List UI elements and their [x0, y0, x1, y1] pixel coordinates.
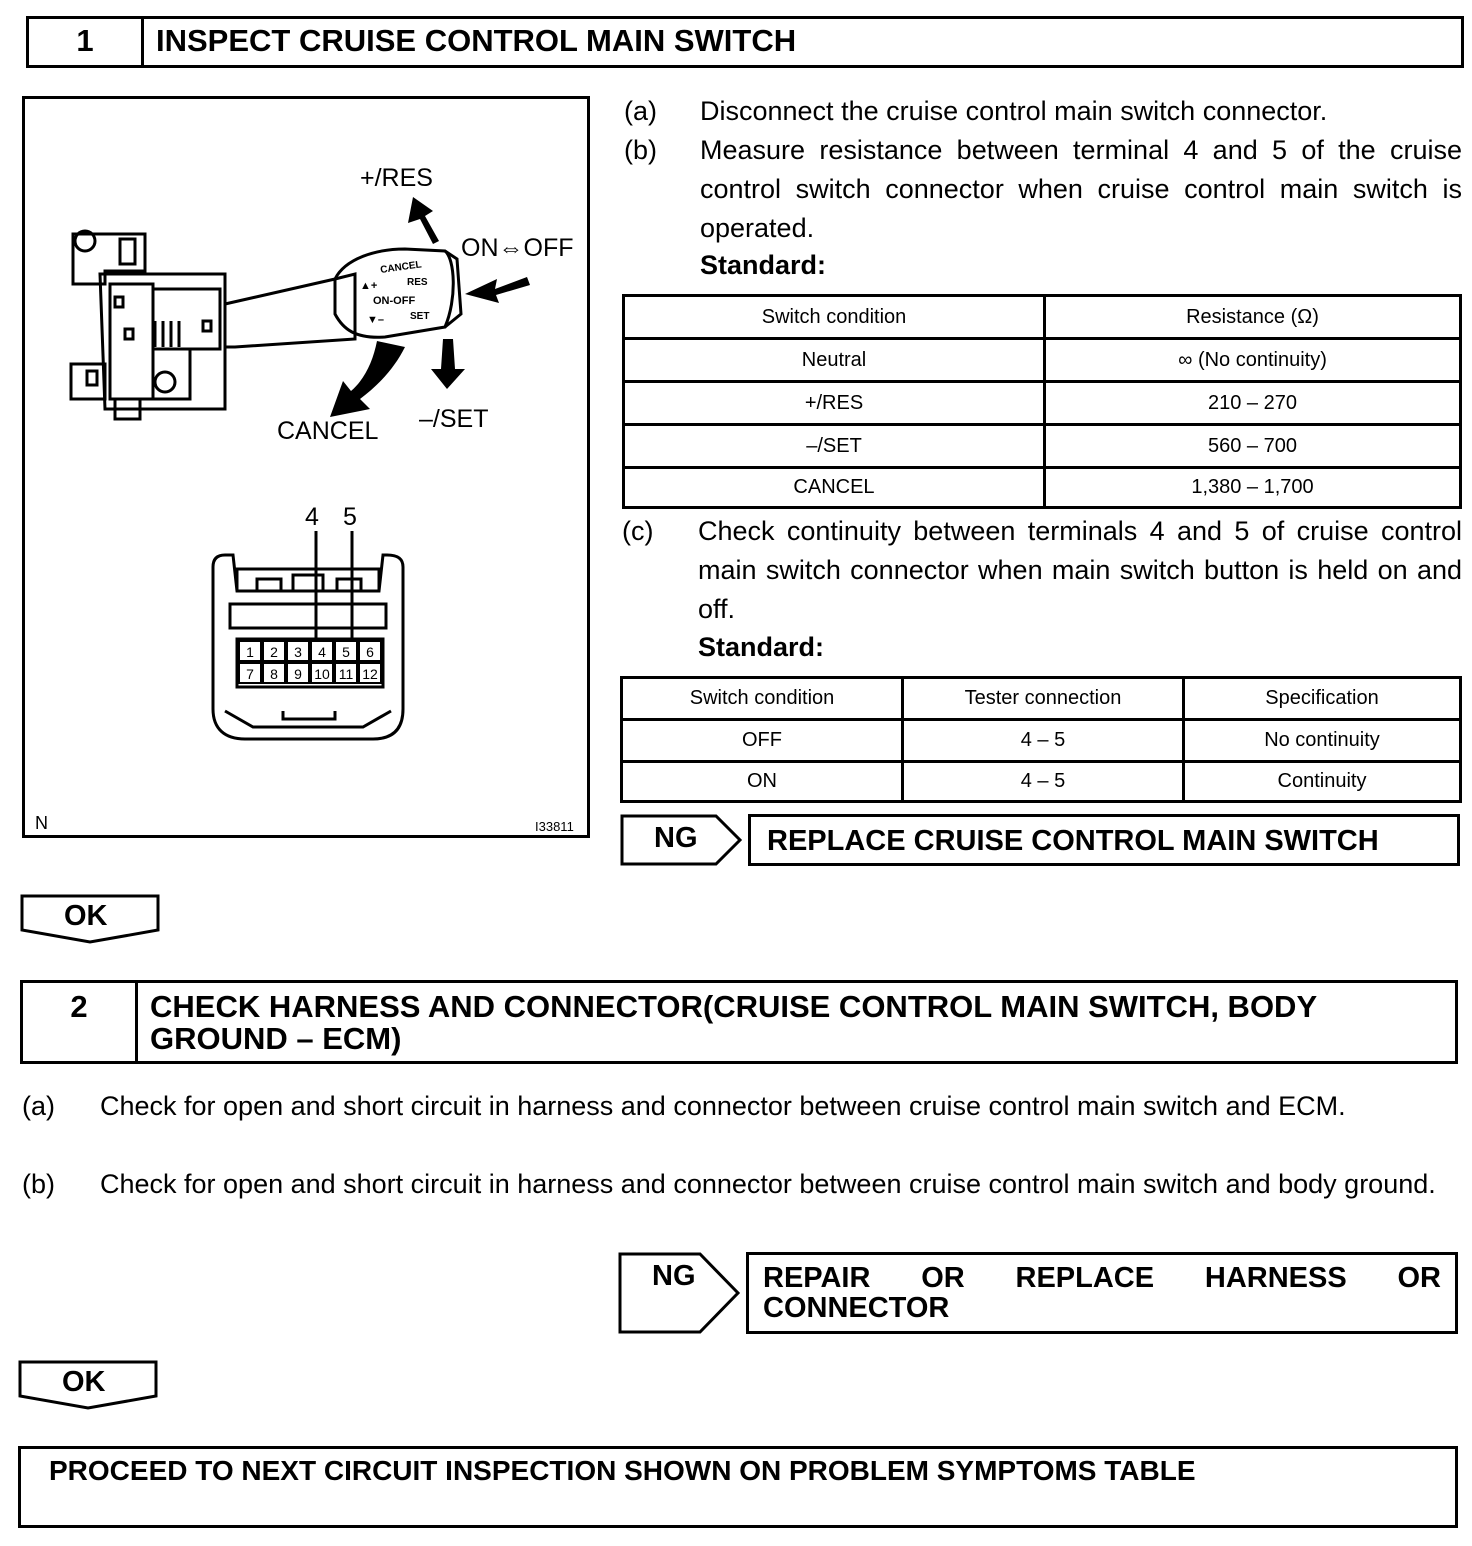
item-label: (b)	[624, 135, 657, 165]
item-text: Check for open and short circuit in harness and connector between cruise control main switch and ECM.	[100, 1091, 1346, 1121]
ng-result-text: REPLACE CRUISE CONTROL MAIN SWITCH	[767, 825, 1379, 857]
corner-label: N	[35, 813, 48, 833]
table-row	[624, 382, 1461, 425]
ng-arrow-1	[620, 814, 744, 866]
ok-label: OK	[62, 1366, 106, 1398]
table-cell: ∞ (No continuity)	[1045, 339, 1461, 382]
figure-id: I33811	[535, 819, 574, 834]
table-row	[622, 762, 1461, 802]
table-cell: 560 – 700	[1045, 425, 1461, 468]
table-cell: 4 – 5	[903, 762, 1184, 802]
onoff-label: ON⇔OFF	[461, 234, 574, 262]
step1-item-c	[622, 512, 1464, 632]
table-row	[622, 720, 1461, 762]
continuity-table	[620, 676, 1462, 803]
connector-pin-label: 4	[318, 644, 326, 660]
step1-number: 1	[29, 19, 144, 65]
table-header: Specification	[1184, 678, 1461, 720]
connector-pin-label: 12	[362, 666, 378, 682]
table-cell: Continuity	[1184, 762, 1461, 802]
connector-pin-label: 3	[294, 644, 302, 660]
step1-header	[26, 16, 1464, 68]
item-text: Check for open and short circuit in harness and connector between cruise control main switch and body ground.	[100, 1169, 1436, 1199]
table-cell: No continuity	[1184, 720, 1461, 762]
step2-title-line1: CHECK HARNESS AND CONNECTOR(CRUISE CONTROL MAIN SWITCH, BODY	[150, 989, 1318, 1024]
standard-label-2: Standard:	[698, 632, 825, 662]
ok-label: OK	[64, 900, 108, 932]
connector-pin-label: 11	[338, 666, 354, 682]
connector-pin-label: 7	[246, 666, 254, 682]
step2-title	[138, 983, 1317, 1061]
item-label: (a)	[22, 1091, 55, 1121]
table-header: Switch condition	[624, 296, 1045, 339]
table-cell: 1,380 – 1,700	[1045, 468, 1461, 508]
ng-arrow-2	[618, 1252, 742, 1334]
table-row	[624, 425, 1461, 468]
stalk-set-text: SET	[410, 311, 430, 322]
step2-title-line2: GROUND – ECM)	[150, 1021, 402, 1056]
set-arrow-icon	[431, 339, 465, 389]
step1-item-a	[624, 92, 1464, 132]
ok-arrow-2	[18, 1360, 160, 1410]
cancel-label: CANCEL	[277, 417, 379, 445]
table-cell: +/RES	[624, 382, 1045, 425]
table-cell: Neutral	[624, 339, 1045, 382]
switch-illustration	[25, 99, 587, 835]
item-text: Check continuity between terminals 4 and 5 of cruise control main switch connector when main switch button is held on and off.	[698, 516, 1462, 624]
resistance-table	[622, 294, 1462, 509]
table-header: Switch condition	[622, 678, 903, 720]
standard-label-1: Standard:	[700, 250, 827, 280]
item-label: (c)	[622, 516, 654, 546]
table-cell: –/SET	[624, 425, 1045, 468]
step2-number: 2	[23, 983, 138, 1061]
final-box	[18, 1446, 1458, 1528]
item-text: Measure resistance between terminal 4 and 5 of the cruise control switch connector when cruise control main switch is operated.	[700, 135, 1462, 243]
connector-pin-label: 10	[314, 666, 330, 682]
ng-label: NG	[652, 1260, 696, 1292]
switch-figure	[22, 96, 590, 838]
table-cell: ON	[622, 762, 903, 802]
ok-arrow-1	[20, 894, 162, 944]
cancel-arrow-icon	[330, 341, 405, 417]
stalk-minus-text: ▼–	[367, 314, 385, 326]
table-row	[624, 468, 1461, 508]
stalk-plus-text: ▲+	[360, 280, 378, 292]
connector-pin-label: 6	[366, 644, 374, 660]
stalk-onoff-text: ON-OFF	[373, 295, 416, 307]
item-text: Disconnect the cruise control main switch connector.	[700, 96, 1328, 126]
connector-pin-label: 8	[270, 666, 278, 682]
step1-title: INSPECT CRUISE CONTROL MAIN SWITCH	[156, 23, 797, 58]
table-header: Tester connection	[903, 678, 1184, 720]
step2-item-a	[22, 1087, 1460, 1167]
table-row	[624, 339, 1461, 382]
step2-header	[20, 980, 1458, 1064]
ng-result-1	[748, 814, 1460, 866]
res-label: +/RES	[360, 164, 433, 192]
onoff-arrow-icon	[465, 277, 530, 303]
ng-result-2	[746, 1252, 1458, 1334]
ng-result-line1: REPAIR OR REPLACE HARNESS OR	[763, 1262, 1441, 1294]
table-cell: OFF	[622, 720, 903, 762]
table-cell: CANCEL	[624, 468, 1045, 508]
step2-item-b	[22, 1165, 1460, 1245]
stalk-res-text: RES	[407, 277, 428, 288]
connector-pin-label: 5	[342, 644, 350, 660]
table-header: Resistance (Ω)	[1045, 296, 1461, 339]
item-label: (a)	[624, 96, 657, 126]
ng-result-line2: CONNECTOR	[763, 1292, 950, 1324]
connector-pin-label: 9	[294, 666, 302, 682]
res-arrow-icon	[408, 197, 439, 244]
connector-pin-label: 1	[246, 644, 254, 660]
pin4-label: 4	[305, 503, 319, 531]
table-cell: 4 – 5	[903, 720, 1184, 762]
stalk-cancel-text: CANCEL	[379, 259, 423, 277]
ng-label: NG	[654, 822, 698, 854]
set-label: –/SET	[419, 405, 489, 433]
pin5-label: 5	[343, 503, 357, 531]
item-label: (b)	[22, 1169, 55, 1199]
table-cell: 210 – 270	[1045, 382, 1461, 425]
connector-pin-label: 2	[270, 644, 278, 660]
step1-item-b	[624, 131, 1464, 251]
final-text: PROCEED TO NEXT CIRCUIT INSPECTION SHOWN ON PROBLEM SYMPTOMS TABLE	[49, 1455, 1196, 1486]
